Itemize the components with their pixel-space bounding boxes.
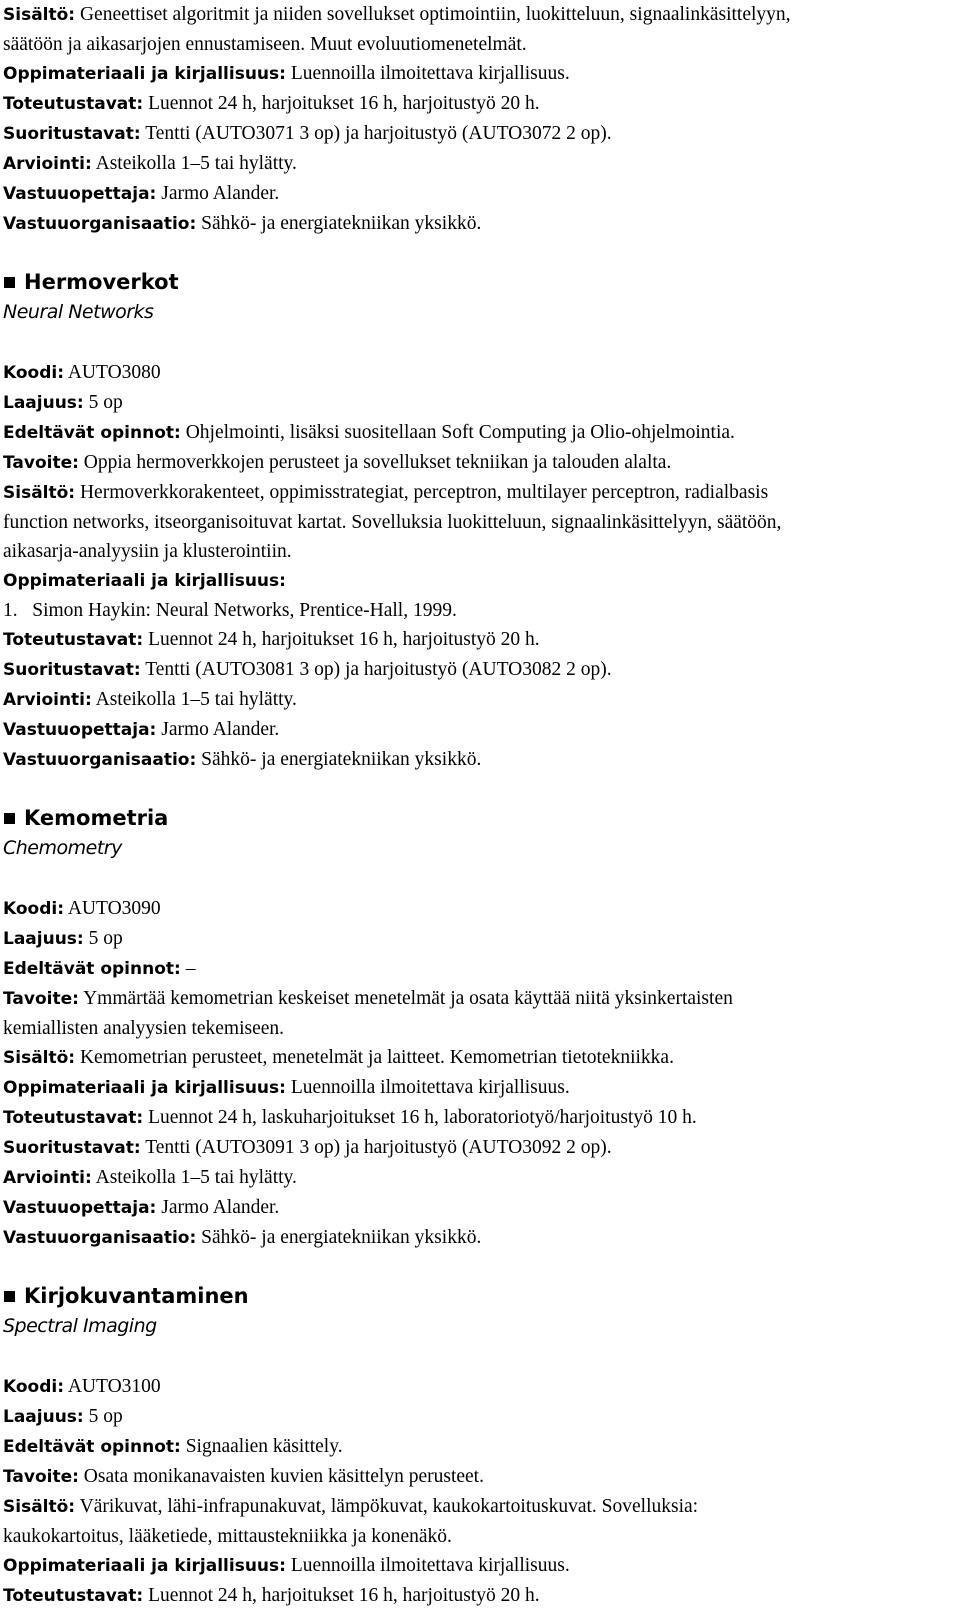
edeltavat-label: Edeltävät opinnot: bbox=[3, 423, 181, 443]
koodi-label: Koodi: bbox=[3, 1377, 65, 1397]
sisalto-line-2 bbox=[3, 508, 960, 537]
vastuuopettaja-line bbox=[3, 179, 960, 209]
vastuuorganisaatio-value: Sähkö- ja energiatekniikan yksikkö. bbox=[201, 213, 482, 234]
vastuuorganisaatio-line bbox=[3, 209, 960, 239]
tavoite-line bbox=[3, 448, 960, 478]
arviointi-label: Arviointi: bbox=[3, 154, 92, 174]
suoritustavat-value: Tentti (AUTO3091 3 op) ja harjoitustyö (AUTO3092 2 op). bbox=[145, 1137, 612, 1158]
course-hermoverkot bbox=[3, 267, 960, 775]
sisalto-value: Värikuvat, lähi-infrapunakuvat, lämpökuvat, kaukokartoituskuvat. Sovelluksia: bbox=[79, 1496, 699, 1517]
sisalto-value-2: function networks, itseorganisoituvat kartat. Sovelluksia luokitteluun, signaalinkäsittelyyn, säätöön, bbox=[3, 512, 782, 533]
sisalto-value: Hermoverkkorakenteet, oppimisstrategiat, perceptron, multilayer perceptron, radialbasis bbox=[79, 482, 769, 503]
toteutustavat-line bbox=[3, 1581, 960, 1611]
square-bullet-icon bbox=[4, 813, 15, 824]
sisalto-value-3: aikasarja-analyysiin ja klusterointiin. bbox=[3, 541, 292, 562]
course-heading bbox=[3, 803, 960, 833]
edeltavat-line bbox=[3, 1432, 960, 1462]
tavoite-label: Tavoite: bbox=[3, 989, 79, 1009]
toteutustavat-line bbox=[3, 1103, 960, 1133]
vastuuopettaja-label: Vastuuopettaja: bbox=[3, 720, 157, 740]
koodi-value: AUTO3090 bbox=[67, 898, 161, 919]
toteutustavat-line bbox=[3, 89, 960, 119]
arviointi-line bbox=[3, 1163, 960, 1193]
oppimateriaali-line bbox=[3, 1073, 960, 1103]
oppimateriaali-value: Luennoilla ilmoitettava kirjallisuus. bbox=[290, 1077, 570, 1098]
toteutustavat-value: Luennot 24 h, harjoitukset 16 h, harjoitustyö 20 h. bbox=[148, 93, 540, 114]
tavoite-value: Oppia hermoverkkojen perusteet ja sovellukset tekniikan ja talouden alalta. bbox=[83, 452, 672, 473]
suoritustavat-label: Suoritustavat: bbox=[3, 660, 141, 680]
oppimateriaali-label: Oppimateriaali ja kirjallisuus: bbox=[3, 571, 286, 591]
vastuuorganisaatio-line bbox=[3, 1223, 960, 1253]
vastuuorganisaatio-value: Sähkö- ja energiatekniikan yksikkö. bbox=[201, 749, 482, 770]
spacer bbox=[3, 863, 960, 894]
edeltavat-value: – bbox=[185, 958, 196, 979]
toteutustavat-value: Luennot 24 h, laskuharjoitukset 16 h, laboratoriotyö/harjoitustyö 10 h. bbox=[148, 1107, 697, 1128]
oppimateriaali-label: Oppimateriaali ja kirjallisuus: bbox=[3, 1556, 286, 1576]
koodi-value: AUTO3100 bbox=[67, 1376, 161, 1397]
koodi-line bbox=[3, 894, 960, 924]
vastuuorganisaatio-label: Vastuuorganisaatio: bbox=[3, 750, 197, 770]
laajuus-label: Laajuus: bbox=[3, 393, 84, 413]
course-title: Kemometria bbox=[24, 806, 169, 830]
arviointi-value: Asteikolla 1–5 tai hylätty. bbox=[95, 1167, 297, 1188]
suoritustavat-label: Suoritustavat: bbox=[3, 1138, 141, 1158]
vastuuorganisaatio-label: Vastuuorganisaatio: bbox=[3, 1228, 197, 1248]
vastuuopettaja-line bbox=[3, 715, 960, 745]
sisalto-label: Sisältö: bbox=[3, 483, 76, 503]
spacer bbox=[3, 775, 960, 803]
oppimateriaali-label: Oppimateriaali ja kirjallisuus: bbox=[3, 1078, 286, 1098]
oppimateriaali-value: Luennoilla ilmoitettava kirjallisuus. bbox=[290, 63, 570, 84]
tavoite-label: Tavoite: bbox=[3, 1467, 79, 1487]
vastuuopettaja-line bbox=[3, 1193, 960, 1223]
square-bullet-icon bbox=[4, 277, 15, 288]
arviointi-line bbox=[3, 149, 960, 179]
laajuus-value: 5 op bbox=[88, 1406, 123, 1427]
toteutustavat-label: Toteutustavat: bbox=[3, 630, 144, 650]
sisalto-label: Sisältö: bbox=[3, 5, 76, 25]
arviointi-value: Asteikolla 1–5 tai hylätty. bbox=[95, 689, 297, 710]
vastuuorganisaatio-value: Sähkö- ja energiatekniikan yksikkö. bbox=[201, 1227, 482, 1248]
suoritustavat-value: Tentti (AUTO3081 3 op) ja harjoitustyö (AUTO3082 2 op). bbox=[145, 659, 612, 680]
tavoite-label: Tavoite: bbox=[3, 453, 79, 473]
course-title: Kirjokuvantaminen bbox=[24, 1284, 249, 1308]
edeltavat-line bbox=[3, 954, 960, 984]
sisalto-label: Sisältö: bbox=[3, 1048, 76, 1068]
course-top-continuation bbox=[3, 0, 960, 239]
vastuuopettaja-value: Jarmo Alander. bbox=[161, 1197, 280, 1218]
oppimateriaali-label: Oppimateriaali ja kirjallisuus: bbox=[3, 64, 286, 84]
course-title: Hermoverkot bbox=[24, 270, 179, 294]
sisalto-line bbox=[3, 1043, 960, 1073]
oppimateriaali-line bbox=[3, 1551, 960, 1581]
laajuus-line bbox=[3, 1402, 960, 1432]
sisalto-line bbox=[3, 478, 960, 508]
sisalto-line-3 bbox=[3, 537, 960, 566]
koodi-label: Koodi: bbox=[3, 899, 65, 919]
sisalto-value-2: säätöön ja aikasarjojen ennustamiseen. Muut evoluutiomenetelmät. bbox=[3, 34, 527, 55]
vastuuorganisaatio-line bbox=[3, 745, 960, 775]
sisalto-value: Kemometrian perusteet, menetelmät ja laitteet. Kemometrian tietotekniikka. bbox=[79, 1047, 674, 1068]
toteutustavat-value: Luennot 24 h, harjoitukset 16 h, harjoitustyö 20 h. bbox=[148, 629, 540, 650]
suoritustavat-line bbox=[3, 119, 960, 149]
tavoite-value-2: kemiallisten analyysien tekemiseen. bbox=[3, 1018, 285, 1039]
toteutustavat-label: Toteutustavat: bbox=[3, 94, 144, 114]
sisalto-value-2: kaukokartoitus, lääketiede, mittaustekniikka ja konenäkö. bbox=[3, 1526, 452, 1547]
arviointi-line bbox=[3, 685, 960, 715]
sisalto-line bbox=[3, 0, 960, 30]
course-kirjokuvantaminen bbox=[3, 1281, 960, 1611]
spacer bbox=[3, 239, 960, 267]
tavoite-line bbox=[3, 1462, 960, 1492]
koodi-label: Koodi: bbox=[3, 363, 65, 383]
suoritustavat-line bbox=[3, 655, 960, 685]
sisalto-line bbox=[3, 1492, 960, 1522]
oppimateriaali-item bbox=[3, 596, 960, 625]
toteutustavat-line bbox=[3, 625, 960, 655]
koodi-line bbox=[3, 358, 960, 388]
course-subtitle: Neural Networks bbox=[3, 301, 154, 323]
tavoite-value: Ymmärtää kemometrian keskeiset menetelmät ja osata käyttää niitä yksinkertaisten bbox=[83, 988, 733, 1009]
vastuuorganisaatio-label: Vastuuorganisaatio: bbox=[3, 214, 197, 234]
laajuus-line bbox=[3, 388, 960, 418]
square-bullet-icon bbox=[4, 1291, 15, 1302]
edeltavat-label: Edeltävät opinnot: bbox=[3, 959, 181, 979]
course-heading bbox=[3, 267, 960, 297]
toteutustavat-value: Luennot 24 h, harjoitukset 16 h, harjoitustyö 20 h. bbox=[148, 1585, 540, 1606]
sisalto-line-2 bbox=[3, 30, 960, 59]
sisalto-label: Sisältö: bbox=[3, 1497, 76, 1517]
spacer bbox=[3, 1253, 960, 1281]
course-kemometria bbox=[3, 803, 960, 1253]
laajuus-line bbox=[3, 924, 960, 954]
laajuus-label: Laajuus: bbox=[3, 929, 84, 949]
vastuuopettaja-value: Jarmo Alander. bbox=[161, 183, 280, 204]
oppimateriaali-line bbox=[3, 566, 960, 596]
oppimateriaali-value: Luennoilla ilmoitettava kirjallisuus. bbox=[290, 1555, 570, 1576]
spacer bbox=[3, 327, 960, 358]
laajuus-value: 5 op bbox=[88, 392, 123, 413]
edeltavat-label: Edeltävät opinnot: bbox=[3, 1437, 181, 1457]
suoritustavat-line bbox=[3, 1133, 960, 1163]
tavoite-value: Osata monikanavaisten kuvien käsittelyn perusteet. bbox=[83, 1466, 484, 1487]
vastuuopettaja-value: Jarmo Alander. bbox=[161, 719, 280, 740]
oppimateriaali-line bbox=[3, 59, 960, 89]
suoritustavat-label: Suoritustavat: bbox=[3, 124, 141, 144]
tavoite-line-2 bbox=[3, 1014, 960, 1043]
koodi-value: AUTO3080 bbox=[67, 362, 161, 383]
vastuuopettaja-label: Vastuuopettaja: bbox=[3, 1198, 157, 1218]
spacer bbox=[3, 1341, 960, 1372]
laajuus-value: 5 op bbox=[88, 928, 123, 949]
tavoite-line bbox=[3, 984, 960, 1014]
edeltavat-value: Signaalien käsittely. bbox=[185, 1436, 343, 1457]
arviointi-label: Arviointi: bbox=[3, 690, 92, 710]
koodi-line bbox=[3, 1372, 960, 1402]
edeltavat-line bbox=[3, 418, 960, 448]
course-subtitle: Spectral Imaging bbox=[3, 1315, 157, 1337]
suoritustavat-value: Tentti (AUTO3071 3 op) ja harjoitustyö (AUTO3072 2 op). bbox=[145, 123, 612, 144]
sisalto-value: Geneettiset algoritmit ja niiden sovellukset optimointiin, luokitteluun, signaalinkäsittelyyn, bbox=[79, 4, 791, 25]
course-subtitle: Chemometry bbox=[3, 837, 122, 859]
oppimateriaali-item-1: 1. Simon Haykin: Neural Networks, Prentice-Hall, 1999. bbox=[3, 600, 457, 621]
vastuuopettaja-label: Vastuuopettaja: bbox=[3, 184, 157, 204]
arviointi-label: Arviointi: bbox=[3, 1168, 92, 1188]
toteutustavat-label: Toteutustavat: bbox=[3, 1108, 144, 1128]
laajuus-label: Laajuus: bbox=[3, 1407, 84, 1427]
arviointi-value: Asteikolla 1–5 tai hylätty. bbox=[95, 153, 297, 174]
course-heading bbox=[3, 1281, 960, 1311]
toteutustavat-label: Toteutustavat: bbox=[3, 1586, 144, 1606]
edeltavat-value: Ohjelmointi, lisäksi suositellaan Soft Computing ja Olio-ohjelmointia. bbox=[185, 422, 735, 443]
